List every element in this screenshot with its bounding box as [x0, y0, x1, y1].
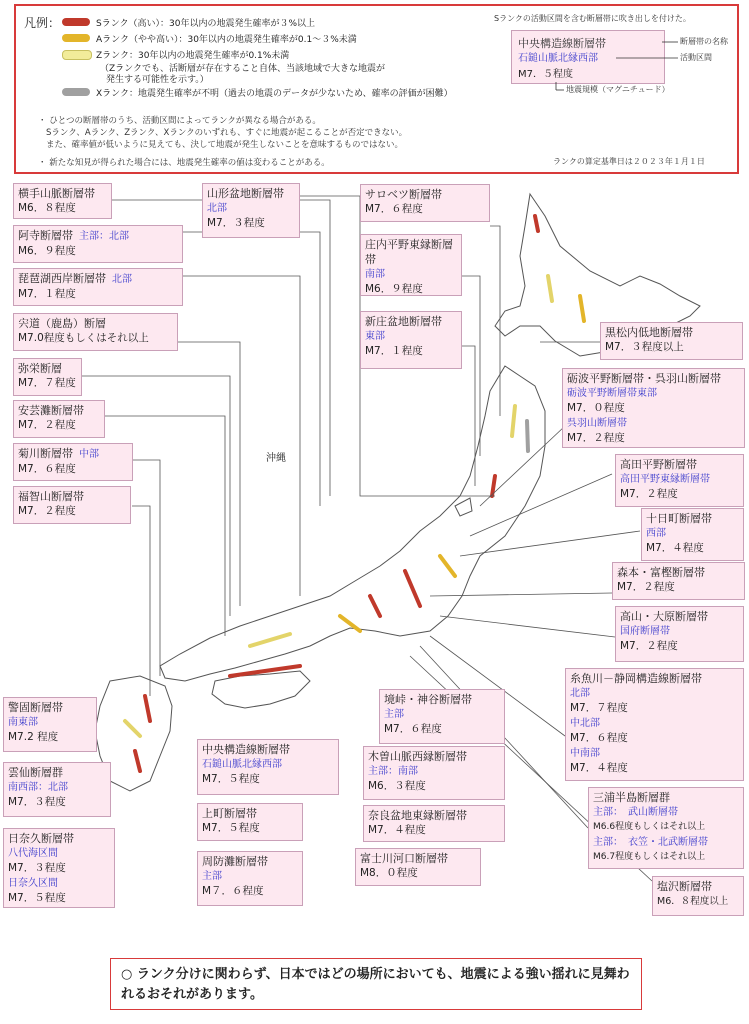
fault-mag-2: M6.7程度もしくはそれ以上 [593, 852, 706, 862]
fault-box-kego [3, 697, 97, 752]
rank-z-text: Zランク：30年以内の地震発生確率が0.1%未満 [96, 51, 290, 61]
fault-z-kyushu-2 [125, 721, 140, 736]
fault-s-itoigawa [405, 571, 420, 606]
fault-s-hinagu [135, 751, 140, 771]
fault-mag: M7.0程度もしくはそれ以上 [18, 332, 149, 344]
sample-caption: Sランクの活動区間を含む断層帯に吹き出しを付けた。 [494, 14, 691, 23]
fault-name: 雲仙断層群 [8, 766, 63, 779]
fault-section-2: 呉羽山断層帯 [567, 418, 627, 429]
fault-section-1: 主部： 武山断層帯 [593, 807, 678, 818]
fault-section: 石鎚山脈北縁西部 [202, 759, 282, 770]
sado-island [455, 498, 472, 516]
fault-section: 北部 [207, 203, 227, 214]
fault-section-1: 八代海区間 [8, 848, 58, 859]
rank-x-text: Xランク：地震発生確率が不明（過去の地震のデータが少ないため、確率の評価が困難） [96, 89, 453, 99]
fault-section: 南西部：北部 [8, 782, 68, 793]
fault-box-hinagu [3, 828, 115, 908]
fault-section-1: 北部 [570, 688, 590, 699]
fault-a-hokkaido-2 [580, 296, 584, 321]
fault-section: 中部 [79, 449, 99, 460]
fault-z-tohoku-1 [512, 406, 515, 436]
fault-mag: M6．９程度 [365, 283, 423, 295]
fault-box-yasaka [13, 358, 82, 396]
fault-section: 主部 [202, 871, 222, 882]
fault-box-atera [13, 225, 183, 263]
legend-note-4: ・ 新たな知見が得られた場合には、地震発生確率の値は変わることがある。 [38, 158, 330, 168]
fault-name: 黒松内低地断層帯 [605, 326, 693, 339]
fault-box-akinada [13, 400, 105, 438]
fault-mag: M7．３程度 [207, 217, 265, 229]
legend-note-2: Sランク、Aランク、Zランク、Xランクのいずれも、すぐに地震が起こることが否定できない。 [46, 128, 408, 138]
fault-name: 周防灘断層帯 [202, 855, 268, 868]
fault-box-fukuchiyama [13, 486, 131, 524]
shikoku-outline [212, 671, 310, 708]
fault-mag: M７．６程度 [202, 885, 264, 897]
fault-name: 中央構造線断層帯 [202, 743, 290, 756]
fault-box-shonai [360, 234, 462, 296]
fault-name: 庄内平野東縁断層帯 [365, 238, 453, 266]
fault-name: 奈良盆地東縁断層帯 [368, 809, 467, 822]
footer-message: ○ ランク分けに関わらず、日本ではどの場所においても、地震による強い揺れに見舞われるおそれがあります。 [110, 958, 642, 1010]
fault-mag: M7．４程度 [368, 824, 426, 836]
fault-s-kyushu-1 [145, 696, 150, 721]
fault-name: 上町断層帯 [202, 807, 257, 820]
fault-box-miura [588, 787, 744, 869]
fault-box-sarobetsu [360, 184, 490, 222]
fault-mag-1: M7．０程度 [567, 402, 625, 414]
fault-mag: M7．７程度 [18, 377, 76, 389]
fault-mag: M7.2 程度 [8, 731, 59, 743]
fault-mag-2: M7．５程度 [8, 892, 66, 904]
fault-box-kikugawa [13, 443, 133, 481]
legend-header: 凡例： [24, 16, 61, 30]
fault-box-uemachi [197, 803, 303, 841]
fault-name: 十日町断層帯 [646, 512, 712, 525]
fault-z-hokkaido-1 [548, 276, 552, 301]
fault-section: 高田平野東縁断層帯 [620, 474, 710, 485]
rank-z-note1: （Zランクでも、活断層が存在すること自体、当該地域で大きな地震が [100, 64, 385, 74]
fault-name: 阿寺断層帯 [18, 229, 73, 242]
fault-mag: M7．２程度 [617, 581, 675, 593]
fault-section: 東部 [365, 331, 385, 342]
fault-box-sakaitoge [379, 689, 505, 744]
fault-name: 警固断層帯 [8, 701, 63, 714]
fault-a-chubu-1 [440, 556, 455, 576]
fault-name: 菊川断層帯 [18, 447, 73, 460]
fault-mag-1: M7．３程度 [8, 862, 66, 874]
fault-mag-2: M7．２程度 [567, 432, 625, 444]
fault-mag: M6．３程度 [368, 780, 426, 792]
fault-box-nara [363, 805, 505, 842]
fault-mag: M7．６程度 [18, 463, 76, 475]
fault-box-unzen [3, 762, 111, 817]
fault-section: 主部：北部 [79, 231, 129, 242]
fault-name: 安芸灘断層帯 [18, 404, 84, 417]
legend-note-3: また、確率値が低いように見えても、決して地震が発生しないことを意味するものではない。 [46, 140, 404, 150]
fault-mag: M6．８程度以上 [657, 896, 729, 907]
fault-z-chugoku [250, 634, 290, 646]
fault-box-tonami [562, 368, 745, 448]
fault-name: 新庄盆地断層帯 [365, 315, 442, 328]
fault-name: 木曽山脈西縁断層帯 [368, 750, 467, 763]
rank-a-text: Aランク（やや高い）：30年以内の地震発生確率が0.1～３%未満 [96, 35, 357, 45]
fault-mag-3: M7．４程度 [570, 762, 628, 774]
fault-name: 弥栄断層 [18, 362, 62, 375]
fault-box-suonada [197, 851, 303, 906]
fault-mag: M7．３程度 [8, 796, 66, 808]
fault-mag: M7．６程度 [384, 723, 442, 735]
fault-box-shinjo [360, 311, 462, 369]
rank-z-note2: 発生する可能性を示す。） [106, 75, 209, 85]
fault-box-yokote [13, 183, 112, 219]
fault-name: 横手山脈断層帯 [18, 187, 95, 200]
fault-x-tohoku-2 [527, 421, 528, 451]
fault-name: 三浦半島断層群 [593, 791, 670, 804]
okinawa-label: 沖縄 [266, 453, 286, 464]
fault-mag-2: M7．６程度 [570, 732, 628, 744]
fault-mag: M6．９程度 [18, 245, 76, 257]
fault-mag: M7．４程度 [646, 542, 704, 554]
fault-name: サロベツ断層帯 [365, 188, 442, 201]
fault-section: 北部 [112, 274, 132, 285]
fault-box-tokamachi [641, 508, 744, 561]
legend-note-1: ・ ひとつの断層帯のうち、活動区間によってランクが異なる場合がある。 [38, 116, 321, 126]
fault-section: 主部 [384, 709, 404, 720]
sample-name: 中央構造線断層帯 [518, 37, 606, 50]
fault-name: 高山・大原断層帯 [620, 610, 708, 623]
fault-section: 南部 [365, 269, 385, 280]
fault-mag-1: M7．７程度 [570, 702, 628, 714]
fault-section-2: 中北部 [570, 718, 600, 729]
fault-mag: M7．３程度以上 [605, 341, 684, 353]
fault-section-2: 主部： 衣笠・北武断層帯 [593, 837, 708, 848]
fault-mag: M7．１程度 [18, 288, 76, 300]
sample-ann-mag: 地震規模（マグニチュード） [566, 85, 670, 94]
fault-box-fujikawa [355, 848, 481, 886]
fault-box-biwako [13, 268, 183, 306]
fault-section-2: 日奈久区間 [8, 878, 58, 889]
fault-box-kiso [363, 746, 505, 800]
fault-name: 日奈久断層帯 [8, 832, 74, 845]
fault-name: 福智山断層帯 [18, 490, 84, 503]
fault-mag: M7．５程度 [202, 822, 260, 834]
honshu-outline [160, 366, 545, 681]
fault-mag: M8．０程度 [360, 867, 418, 879]
fault-section: 南東部 [8, 717, 38, 728]
sample-section: 石鎚山脈北縁西部 [518, 53, 598, 64]
fault-mag: M6．８程度 [18, 202, 76, 214]
fault-name: 森本・富樫断層帯 [617, 566, 705, 579]
fault-box-shinji [13, 313, 178, 351]
fault-mag: M7．１程度 [365, 345, 423, 357]
sample-ann-section: 活動区間 [680, 53, 712, 62]
fault-a-kinki-2 [340, 616, 360, 631]
fault-mag: M7．２程度 [620, 640, 678, 652]
legend-panel [14, 4, 739, 174]
fault-mag: M7．２程度 [18, 419, 76, 431]
fault-s-kinki-1 [370, 596, 380, 616]
rank-s-text: Sランク（高い）：30年以内の地震発生確率が３%以上 [96, 19, 316, 29]
fault-name: 境峠・神谷断層帯 [384, 693, 472, 706]
fault-mag: M7．２程度 [18, 505, 76, 517]
fault-name: 糸魚川－静岡構造線断層帯 [570, 672, 702, 685]
fault-mag-1: M6.6程度もしくはそれ以上 [593, 822, 706, 832]
fault-box-takayama [615, 606, 744, 662]
fault-box-kuromatsunai [600, 322, 743, 360]
fault-mag: M7．６程度 [365, 203, 423, 215]
fault-section: 主部：南部 [368, 766, 418, 777]
fault-s-sarobetsu [535, 216, 538, 231]
fault-name: 富士川河口断層帯 [360, 852, 448, 865]
fault-name: 宍道（鹿島）断層 [18, 317, 106, 330]
fault-box-takada [615, 454, 744, 507]
fault-name: 塩沢断層帯 [657, 880, 712, 893]
fault-section: 国府断層帯 [620, 626, 670, 637]
sample-mag: M7．５程度 [518, 69, 573, 80]
fault-box-morimoto [612, 562, 745, 600]
sample-ann-name: 断層帯の名称 [680, 37, 728, 46]
fault-name: 砺波平野断層帯・呉羽山断層帯 [567, 372, 721, 385]
legend-date-note: ランクの算定基準日は２０２３年１月１日 [553, 157, 705, 166]
fault-section: 西部 [646, 528, 666, 539]
fault-name: 高田平野断層帯 [620, 458, 697, 471]
fault-section-1: 砺波平野断層帯東部 [567, 388, 657, 399]
fault-box-yamagata [202, 183, 300, 238]
fault-section-3: 中南部 [570, 748, 600, 759]
fault-mag: M7．２程度 [620, 488, 678, 500]
fault-name: 琵琶湖西岸断層帯 [18, 272, 106, 285]
fault-box-mtl [197, 739, 339, 795]
fault-name: 山形盆地断層帯 [207, 187, 284, 200]
fault-box-shiozawa [652, 876, 744, 916]
fault-mag: M7．５程度 [202, 773, 260, 785]
fault-box-itoigawa [565, 668, 744, 781]
